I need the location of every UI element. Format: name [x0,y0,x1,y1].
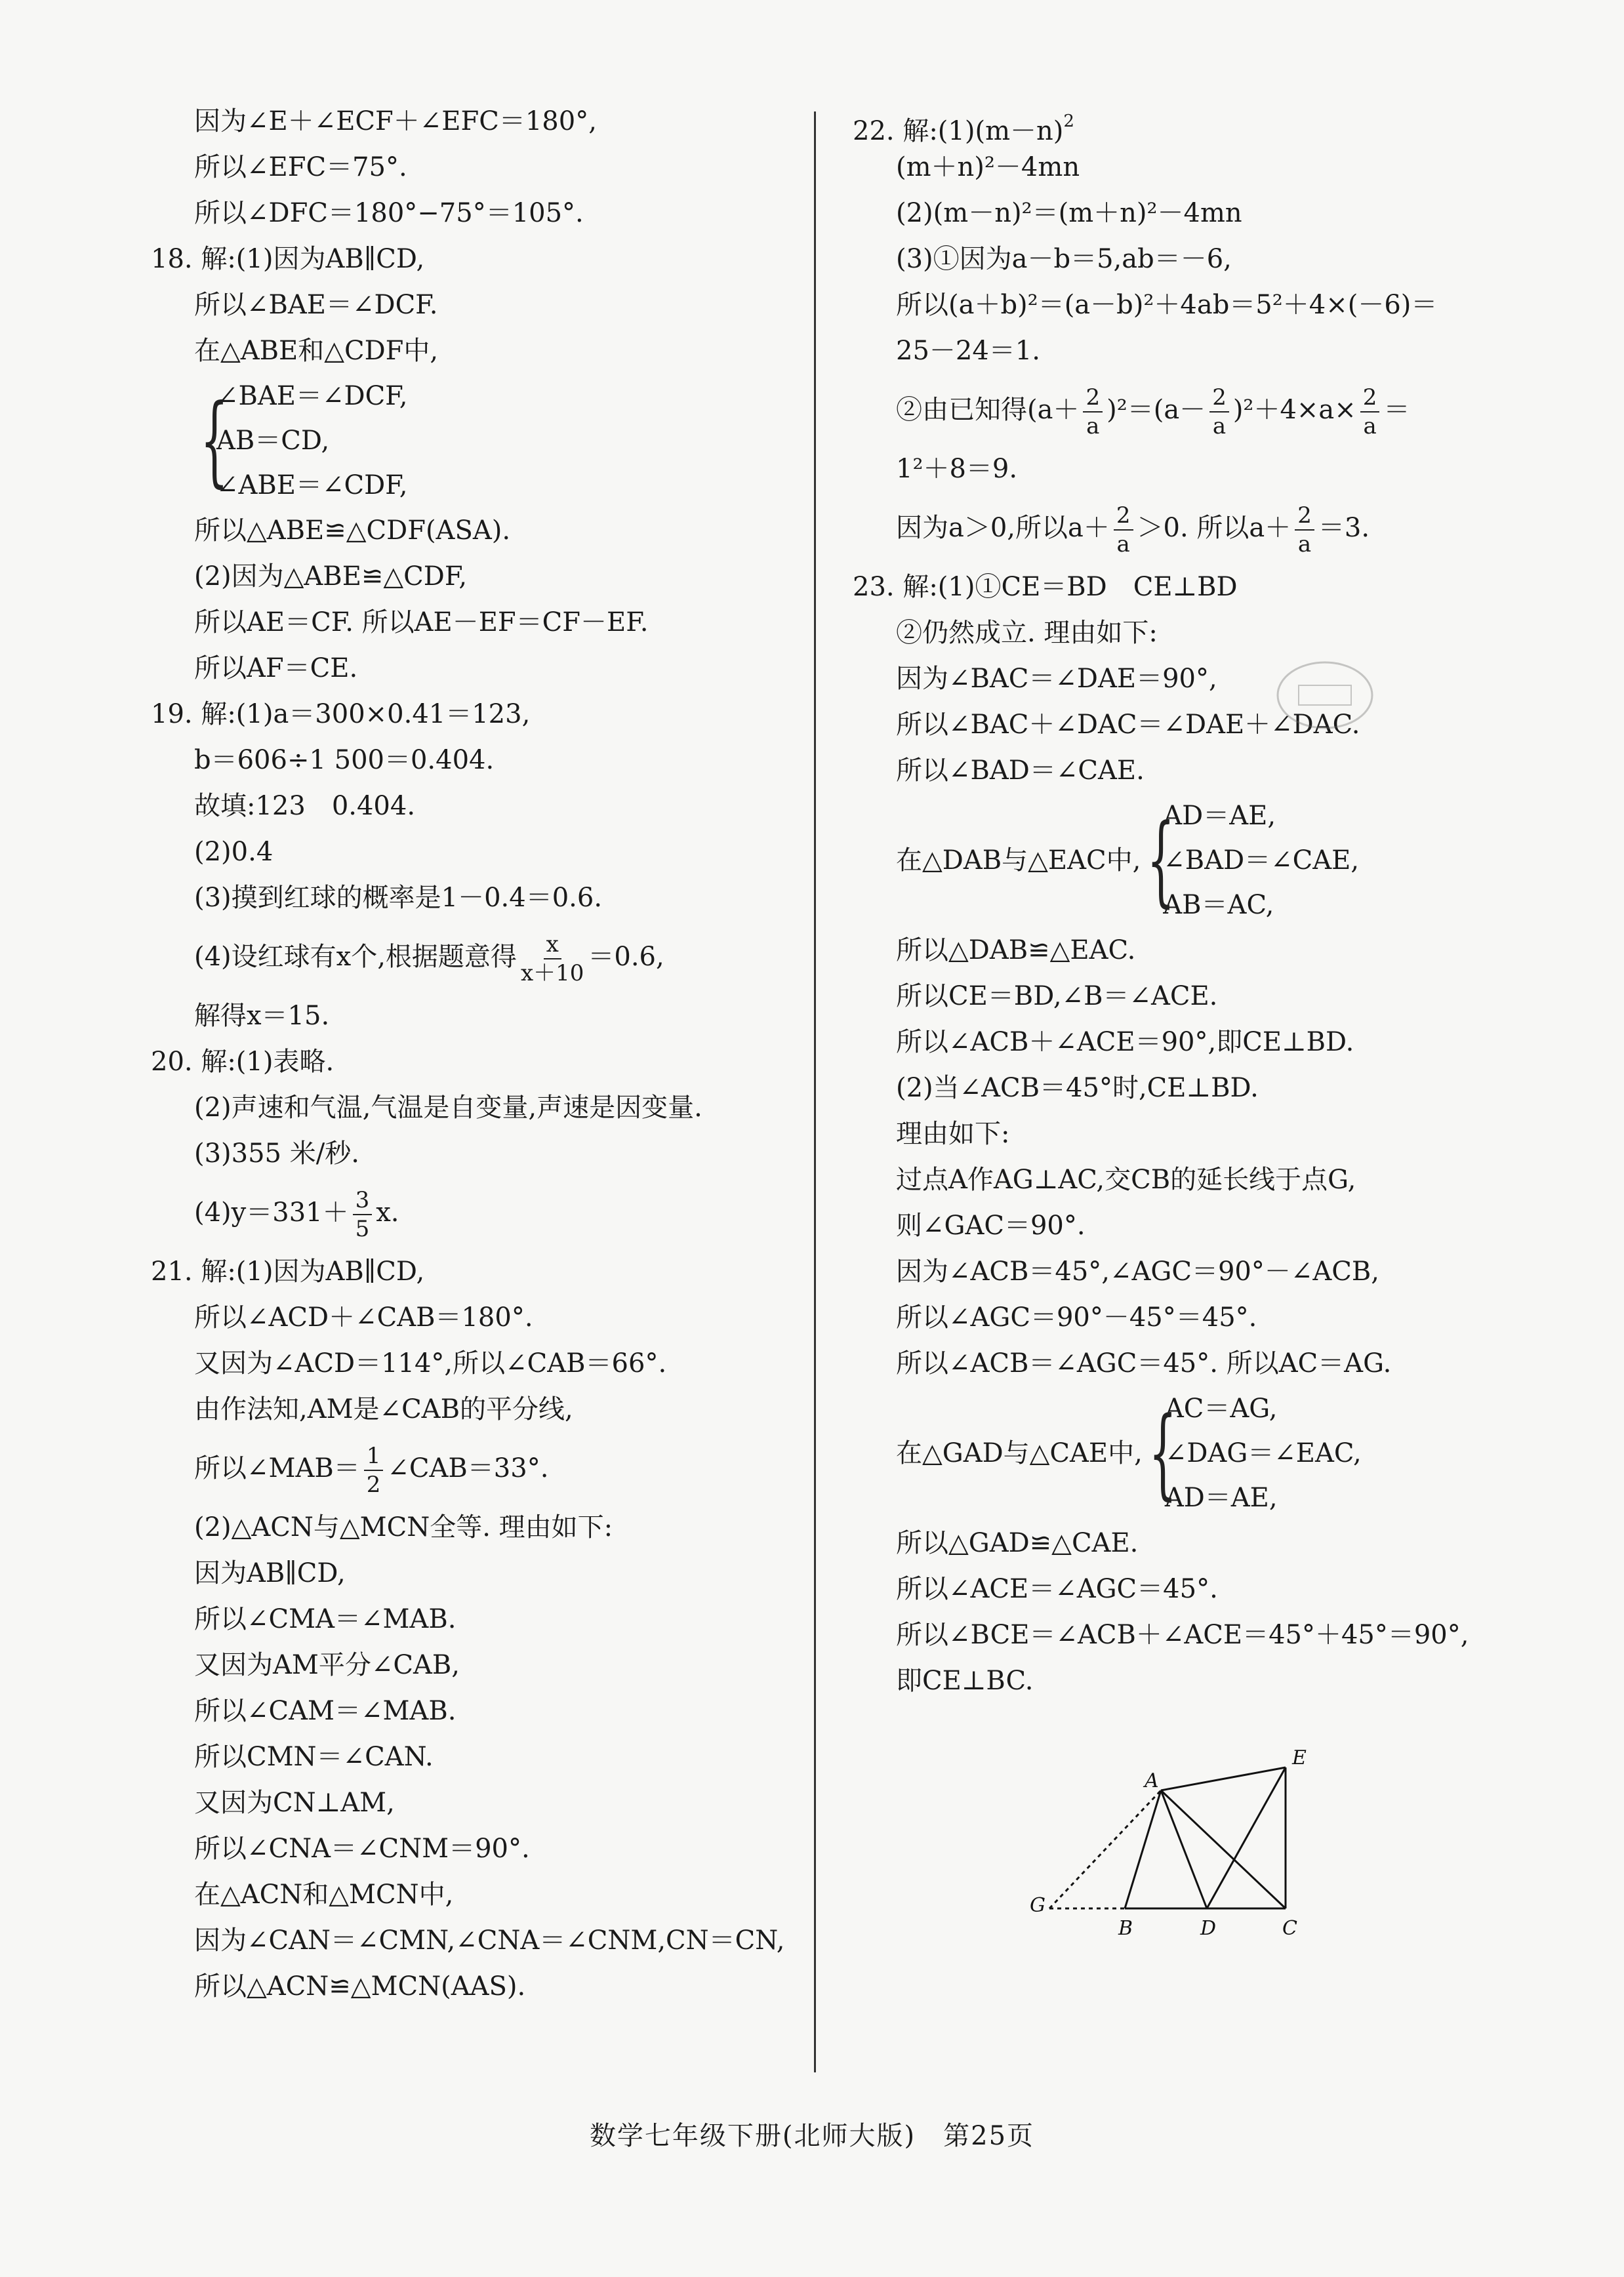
text-line: ∠DAG＝∠EAC, [1164,1438,1362,1468]
fraction-numerator: x [544,931,561,959]
text-line: 所以△ABE≌△CDF(ASA). [194,515,511,546]
page-footer: 数学七年级下册(北师大版) 第25页 [589,2121,1035,2151]
fraction-numerator: 3 [353,1186,373,1215]
text-fragment: 所以∠MAB＝ [194,1453,360,1483]
fraction-numerator: 2 [1083,384,1103,413]
text-line: 1²＋8＝9. [896,454,1018,484]
text-line: AC＝AG, [1164,1394,1278,1424]
text-line: 因为AB∥CD, [194,1558,346,1588]
text-line: 所以AF＝CE. [194,653,358,683]
text-line: 因为∠ACB＝45°,∠AGC＝90°－∠ACB, [896,1257,1379,1287]
superscript: 2 [1063,111,1074,131]
text-line: 所以∠EFC＝75°. [194,152,407,182]
text-line: (2)0.4 [194,837,274,867]
text-line: 解得x＝15. [194,1001,330,1031]
segment-GA [1049,1790,1161,1908]
text-fragment: ＝3. [1318,513,1370,543]
text-line: 所以∠ACD＋∠CAB＝180°. [194,1302,533,1333]
text-line: 所以∠DFC＝180°−75°＝105°. [194,198,584,228]
text-line: (3)摸到红球的概率是1－0.4＝0.6. [194,883,603,913]
text-line: 因为∠CAN＝∠CMN,∠CNA＝∠CNM,CN＝CN, [194,1925,785,1956]
text-line: (3)355 米/秒. [194,1138,359,1169]
text-line: (m＋n)²－4mn [896,152,1080,182]
text-line: 所以∠AGC＝90°－45°＝45°. [896,1302,1257,1333]
left-column [151,98,807,2009]
text-line: 所以∠ACE＝∠AGC＝45°. [896,1574,1218,1604]
fraction-denominator: x＋10 [520,960,584,986]
column-divider [814,111,816,2072]
text-line: (2)(m－n)²＝(m＋n)²－4mn [896,198,1242,228]
text-line: AB＝CD, [216,426,330,456]
text-fragment: (4)y＝331＋ [194,1198,349,1228]
text-fragment: ∠CAB＝33°. [387,1453,549,1483]
text-line: 在△ACN和△MCN中, [194,1880,454,1910]
fraction-numerator: 2 [1295,502,1314,531]
text-line: 因为∠E＋∠ECF＋∠EFC＝180°, [194,106,597,136]
text-line: AB＝AC, [1163,890,1274,920]
text-fragment: ②由已知得(a＋ [896,395,1080,425]
text-line: 又因为AM平分∠CAB, [194,1650,460,1680]
text-line: 在△ABE和△CDF中, [194,336,439,366]
fraction-numerator: 1 [364,1442,384,1471]
segment-AE [1161,1767,1286,1790]
fraction-numerator: 2 [1360,384,1380,413]
text-line [853,492,1522,564]
text-line: (2)声速和气温,气温是自变量,声速是因变量. [194,1093,702,1123]
fraction-denominator: 5 [355,1216,370,1242]
fraction-denominator: a [1212,413,1227,439]
text-line: (2)因为△ABE≌△CDF, [194,561,468,592]
text-line: (2)当∠ACB＝45°时,CE⊥BD. [896,1073,1259,1103]
text-line: 理由如下: [896,1119,1010,1149]
text-line: 在△DAB与△EAC中, [896,845,1141,876]
text-fragment: )²＋4×a× [1232,395,1356,425]
label-B: B [1118,1917,1133,1940]
text-line: 故填:123 0.404. [194,791,416,821]
label-G: G [1030,1894,1045,1917]
text-line: ②仍然成立. 理由如下: [896,618,1158,648]
q18-heading: 18. 解:(1)因为AB∥CD, [151,244,425,274]
text-line: 在△GAD与△CAE中, [896,1438,1143,1468]
text-line: 所以∠ACB＝∠AGC＝45°. 所以AC＝AG. [896,1348,1392,1379]
text-line: (3)①因为a－b＝5,ab＝－6, [896,244,1232,274]
text-line: 所以∠BAC＋∠DAC＝∠DAE＋∠DAC. [896,710,1360,740]
text-line: 所以∠CNA＝∠CNM＝90°. [194,1834,530,1864]
fraction [1360,384,1380,440]
text-fragment: ＞0. 所以a＋ [1137,513,1291,543]
text-line: 所以∠CAM＝∠MAB. [194,1696,457,1726]
right-column [853,98,1522,1704]
text-line: 所以CMN＝∠CAN. [194,1742,434,1772]
fraction [1114,502,1133,558]
label-A: A [1145,1769,1159,1792]
text-line: 过点A作AG⊥AC,交CB的延长线于点G, [896,1165,1356,1195]
fraction-numerator: 2 [1209,384,1229,413]
text-line: 则∠GAC＝90°. [896,1211,1086,1241]
fraction-denominator: a [1086,413,1100,439]
text-line: 25－24＝1. [896,336,1040,366]
text-line: ∠BAE＝∠DCF, [216,381,408,411]
label-C: C [1282,1917,1297,1940]
label-D: D [1200,1917,1217,1940]
text-fragment: ＝ [1383,395,1410,425]
text-line: 所以△DAB≌△EAC. [896,935,1136,965]
q23-condition-group-2 [853,1386,1522,1520]
text-line: AD＝AE, [1164,1483,1278,1513]
text-line: 即CE⊥BC. [896,1666,1034,1696]
text-line: 所以△ACN≌△MCN(AAS). [194,1971,526,2002]
text-line: 所以CE＝BD,∠B＝∠ACE. [896,981,1218,1011]
text-line: ∠BAD＝∠CAE, [1163,845,1360,876]
text-line: 所以△GAD≌△CAE. [896,1528,1139,1558]
fraction [364,1442,384,1499]
text-line: b＝606÷1 500＝0.404. [194,745,495,775]
text-fragment: ＝0.6, [588,942,664,972]
text-line: 所以∠BAE＝∠DCF. [194,290,438,320]
text-fragment: 22. 解:(1)(m－n) [853,116,1064,146]
fraction-denominator: a [1297,531,1312,557]
q23-condition-group [853,794,1522,927]
text-line [151,921,807,993]
segment-AD [1161,1790,1207,1908]
text-line [151,1177,807,1249]
q20-heading: 20. 解:(1)表略. [151,1047,335,1077]
text-line: 又因为∠ACD＝114°,所以∠CAB＝66°. [194,1348,667,1379]
segment-AC [1161,1790,1286,1908]
text-line: 所以∠BCE＝∠ACB＋∠ACE＝45°＋45°＝90°, [896,1620,1469,1650]
fraction-denominator: a [1363,413,1377,439]
fraction-denominator: a [1116,531,1130,557]
text-fragment: x. [376,1198,399,1228]
text-fragment: 因为a＞0,所以a＋ [896,513,1110,543]
text-line: 由作法知,AM是∠CAB的平分线, [194,1394,573,1424]
fraction [1295,502,1314,558]
geometry-diagram [1017,1738,1331,1948]
text-line: 所以(a＋b)²＝(a－b)²＋4ab＝5²＋4×(－6)＝ [896,290,1438,320]
text-fragment: )²＝(a－ [1106,395,1206,425]
q18-condition-group [151,374,807,508]
text-line: 又因为CN⊥AM, [194,1788,395,1818]
text-fragment: (4)设红球有x个,根据题意得 [194,942,517,972]
q21-heading: 21. 解:(1)因为AB∥CD, [151,1257,425,1287]
fraction [521,931,584,987]
fraction [1083,384,1103,440]
text-line: 所以∠ACB＋∠ACE＝90°,即CE⊥BD. [896,1027,1354,1057]
text-line [853,374,1522,446]
text-line: 所以∠BAD＝∠CAE. [896,756,1145,786]
text-line: 所以AE＝CF. 所以AE－EF＝CF－EF. [194,607,649,637]
fraction [1209,384,1229,440]
brace-icon: { [1147,803,1175,917]
text-line: AD＝AE, [1163,801,1276,831]
fraction-denominator: 2 [366,1472,381,1498]
fraction [353,1186,373,1243]
text-line [151,1432,807,1504]
text-line: ∠ABE＝∠CDF, [216,470,408,500]
text-line: (2)△ACN与△MCN全等. 理由如下: [194,1512,613,1542]
brace-icon: { [200,384,229,498]
q22-heading [853,98,1522,144]
q23-heading: 23. 解:(1)①CE＝BD CE⊥BD [853,572,1238,602]
fraction-numerator: 2 [1114,502,1133,531]
text-line: 所以∠CMA＝∠MAB. [194,1604,457,1634]
label-E: E [1292,1746,1307,1769]
q19-heading: 19. 解:(1)a＝300×0.41＝123, [151,699,531,729]
stamp-logo-icon [1272,656,1377,735]
text-line: 因为∠BAC＝∠DAE＝90°, [896,664,1217,694]
segment-ED [1207,1767,1286,1908]
brace-icon: { [1148,1396,1177,1510]
